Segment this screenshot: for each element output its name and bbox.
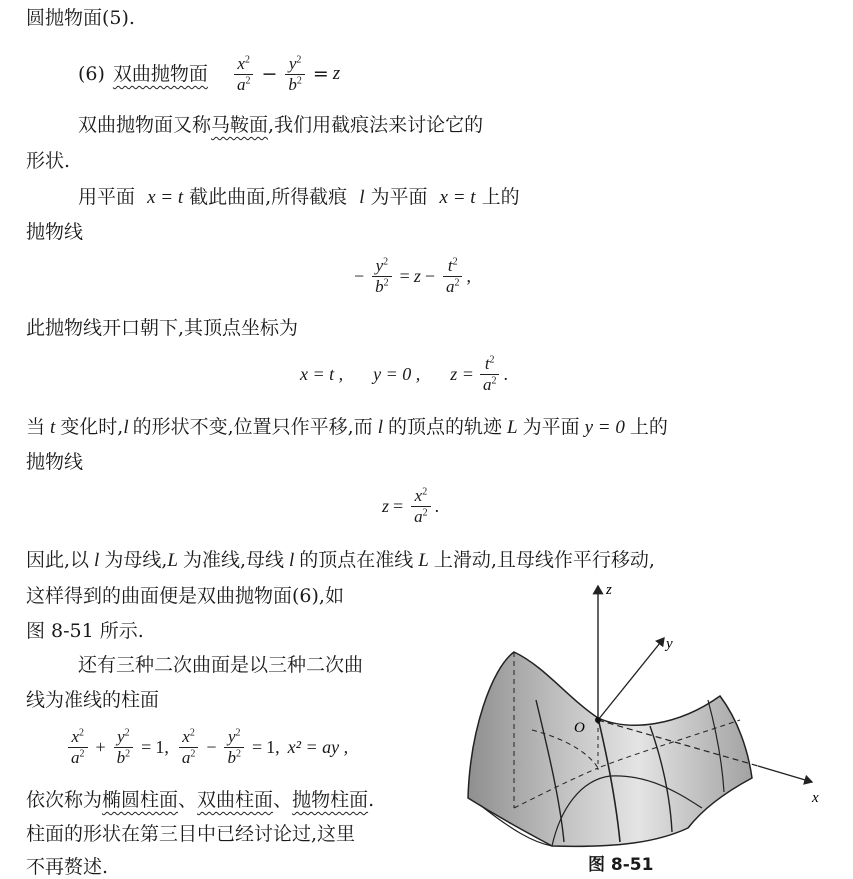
term-elliptic-cylinder: 椭圆柱面 xyxy=(102,789,179,811)
term-hyperbolic-paraboloid: 双曲抛物面 xyxy=(112,63,208,85)
text-line-5: 用平面 x = t 截此曲面,所得截痕 l 为平面 x = t 上的 xyxy=(78,186,520,208)
figure-saddle-surface xyxy=(440,580,840,877)
origin-point xyxy=(595,717,601,723)
text-line-1: 圆抛物面(5). xyxy=(26,7,135,29)
heading-hyperbolic-paraboloid xyxy=(78,52,340,96)
item-number: (6) xyxy=(78,63,105,85)
equation-hyperbolic-paraboloid: $\frac{x^2}{a^2}$ − $\frac{y^2}{b^2}$ = z xyxy=(230,54,340,95)
term-saddle-surface: 马鞍面 xyxy=(211,114,269,136)
text-line-15: 依次称为椭圆柱面、双曲柱面、抛物柱面. xyxy=(26,789,375,811)
text-line-12: 图 8-51 所示. xyxy=(26,620,144,642)
x-axis xyxy=(758,766,812,782)
term-hyperbolic-cylinder: 双曲柱面 xyxy=(197,789,274,811)
text-line-7: 此抛物线开口朝下,其顶点坐标为 xyxy=(26,317,299,339)
origin-label: O xyxy=(574,720,585,736)
y-axis xyxy=(598,638,664,720)
text-line-13: 还有三种二次曲面是以三种二次曲 xyxy=(78,654,364,676)
z-axis-label: z xyxy=(606,582,612,598)
text-line-9: 抛物线 xyxy=(26,451,84,473)
equation-trace-parabola: − $\frac{y^2}{b^2}$ = z − $\frac{t^2}{a^2}$ , xyxy=(354,255,471,296)
text-line-17: 不再赘述. xyxy=(26,856,109,878)
y-axis-label: y xyxy=(666,636,673,652)
equation-cylinders: $\frac{x^2}{a^2}$ + $\frac{y^2}{b^2}$ = 1 , $\frac{x^2}{a^2}$ − $\frac{y^2}{b^2}$ = 1 , x² = ay , xyxy=(64,720,348,774)
equation-vertex-coordinates: x = t , y = 0 , z = $\frac{t^2}{a^2}$ . xyxy=(300,353,508,394)
text-line-8: 当 t 变化时,l 的形状不变,位置只作平移,而 l 的顶点的轨迹 L 为平面 y = 0 上的 xyxy=(26,416,668,438)
text-line-4: 形状. xyxy=(26,150,71,172)
fraction-x2-a2: $\frac{x^2}{a^2}$ xyxy=(234,54,254,95)
saddle-surface xyxy=(468,652,752,846)
text-line-16: 柱面的形状在第三目中已经讨论过,这里 xyxy=(26,823,356,845)
text-line-10: 因此,以 l 为母线,L 为准线,母线 l 的顶点在准线 L 上滑动,且母线作平行移动, xyxy=(26,549,655,571)
term-parabolic-cylinder: 抛物柱面 xyxy=(292,789,369,811)
equation-directrix: z = $\frac{x^2}{a^2}$ . xyxy=(382,485,440,526)
text-line-6: 抛物线 xyxy=(26,221,84,243)
figure-caption: 图 8-51 xyxy=(588,855,654,875)
x-axis-label: x xyxy=(812,790,819,806)
text-line-3: 双曲抛物面又称马鞍面,我们用截痕法来讨论它的 xyxy=(78,114,484,136)
text-line-14: 线为准线的柱面 xyxy=(26,689,160,711)
text-line-11: 这样得到的曲面便是双曲抛物面(6),如 xyxy=(26,585,344,607)
fraction-y2-b2: $\frac{y^2}{b^2}$ xyxy=(285,54,305,95)
